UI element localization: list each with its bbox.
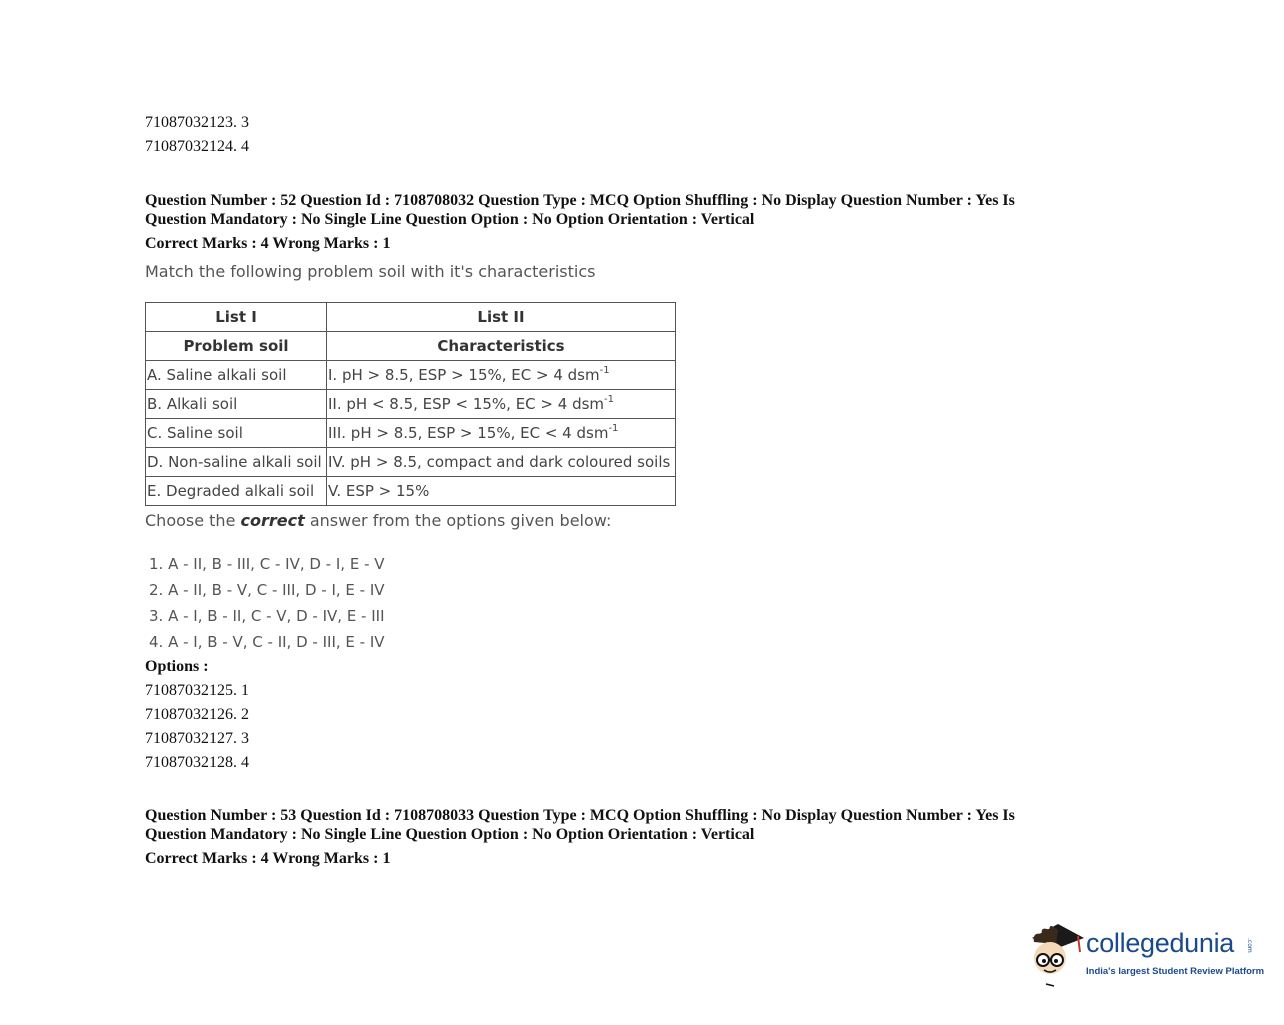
table-cell-characteristic: III. pH > 8.5, ESP > 15%, EC < 4 dsm$^{-1}$ xyxy=(327,419,676,448)
q52-question-text: Match the following problem soil with it's characteristics xyxy=(145,262,596,281)
option-id-4: 71087032128. 4 xyxy=(145,754,249,771)
answer-choices xyxy=(149,554,385,658)
q53-header-line2: Question Mandatory : No Single Line Question Option : No Option Orientation : Vertical xyxy=(145,826,755,843)
q52-marks: Correct Marks : 4 Wrong Marks : 1 xyxy=(145,235,391,252)
option-id-3: 71087032127. 3 xyxy=(145,730,249,747)
table-subheader-characteristics: Characteristics xyxy=(327,332,676,361)
table-row xyxy=(146,448,676,477)
table-row xyxy=(146,419,676,448)
table-header-list2: List II xyxy=(327,303,676,332)
table-row xyxy=(146,361,676,390)
mascot-icon xyxy=(1026,918,1088,988)
options-label: Options : xyxy=(145,658,209,675)
table-subheader-problem-soil: Problem soil xyxy=(146,332,327,361)
prev-option-4: 71087032124. 4 xyxy=(145,138,249,155)
q53-marks: Correct Marks : 4 Wrong Marks : 1 xyxy=(145,850,391,867)
choose-instruction: Choose the correct answer from the options given below: xyxy=(145,511,612,530)
table-cell-soil: A. Saline alkali soil xyxy=(146,361,327,390)
match-table xyxy=(145,302,676,506)
table-header-list1: List I xyxy=(146,303,327,332)
table-cell-soil: D. Non-saline alkali soil xyxy=(146,448,327,477)
logo-tagline: India's largest Student Review Platform xyxy=(1086,966,1265,977)
q52-header-line1: Question Number : 52 Question Id : 7108708032 Question Type : MCQ Option Shuffling : No Display Question Number : Yes Is xyxy=(145,192,1015,209)
answer-choice-1: 1. A - II, B - III, C - IV, D - I, E - V xyxy=(149,555,385,573)
collegedunia-logo xyxy=(1026,918,1265,988)
table-cell-characteristic: V. ESP > 15% xyxy=(327,477,676,506)
table-header-row xyxy=(146,303,676,332)
option-id-2: 71087032126. 2 xyxy=(145,706,249,723)
table-cell-soil: B. Alkali soil xyxy=(146,390,327,419)
table-cell-characteristic: I. pH > 8.5, ESP > 15%, EC > 4 dsm$^{-1}$ xyxy=(327,361,676,390)
q53-header-line1: Question Number : 53 Question Id : 7108708033 Question Type : MCQ Option Shuffling : No Display Question Number : Yes Is xyxy=(145,807,1015,824)
logo-wordmark: collegedunia xyxy=(1086,928,1235,958)
logo-dotcom: .com xyxy=(1246,938,1253,953)
table-cell-characteristic: II. pH < 8.5, ESP < 15%, EC > 4 dsm$^{-1}$ xyxy=(327,390,676,419)
table-cell-soil: C. Saline soil xyxy=(146,419,327,448)
table-cell-soil: E. Degraded alkali soil xyxy=(146,477,327,506)
prev-option-3: 71087032123. 3 xyxy=(145,114,249,131)
table-subheader-row xyxy=(146,332,676,361)
answer-choice-2: 2. A - II, B - V, C - III, D - I, E - IV xyxy=(149,581,385,599)
table-row xyxy=(146,477,676,506)
table-cell-characteristic: IV. pH > 8.5, compact and dark coloured soils xyxy=(327,448,676,477)
q52-header-line2: Question Mandatory : No Single Line Question Option : No Option Orientation : Vertical xyxy=(145,211,755,228)
option-id-1: 71087032125. 1 xyxy=(145,682,249,699)
table-row xyxy=(146,390,676,419)
answer-choice-3: 3. A - I, B - II, C - V, D - IV, E - III xyxy=(149,607,385,625)
answer-choice-4: 4. A - I, B - V, C - II, D - III, E - IV xyxy=(149,633,385,651)
